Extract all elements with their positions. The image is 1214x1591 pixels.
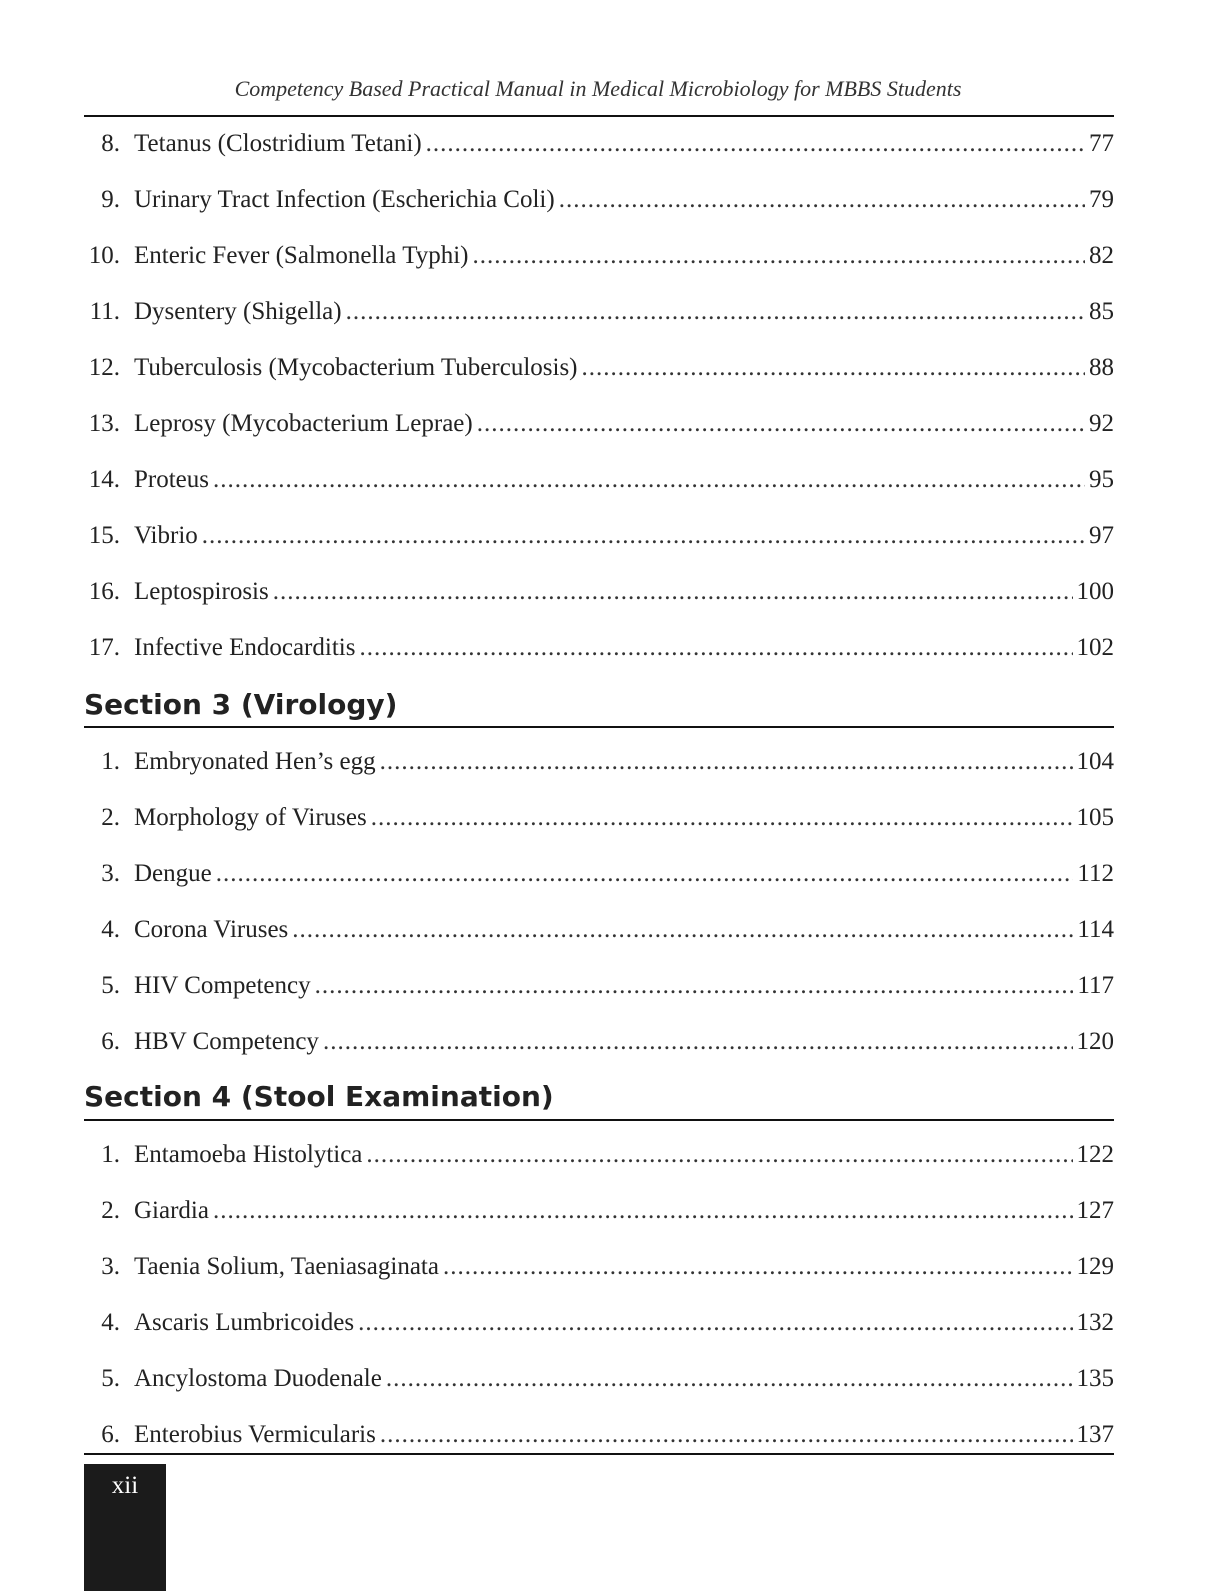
toc-entry-title: Vibrio [134,522,198,549]
toc-entry-number: 4. [101,916,120,943]
section-heading-virology: Section 3 (Virology) [84,688,398,721]
toc-entry-title: Enterobius Vermicularis [134,1421,376,1448]
dot-leader [443,1252,1073,1282]
toc-list-section-2 [84,116,1114,676]
toc-entry-number: 3. [101,860,120,887]
toc-entry[interactable] [84,340,1114,396]
toc-entry[interactable] [84,620,1114,676]
toc-entry[interactable] [84,1183,1114,1239]
toc-entry-page: 137 [1076,1421,1114,1448]
toc-entry-page: 112 [1077,860,1114,887]
toc-entry-number: 5. [101,972,120,999]
section-3-rule [84,726,1114,728]
running-header: Competency Based Practical Manual in Medical Microbiology for MBBS Students [234,76,962,101]
dot-leader [359,633,1072,663]
toc-list-section-4 [84,1127,1114,1463]
toc-entry-title: Infective Endocarditis [134,634,356,661]
toc-entry[interactable] [84,1295,1114,1351]
toc-entry[interactable] [84,1239,1114,1295]
toc-list-section-3 [84,734,1114,1070]
toc-entry-page: 100 [1076,578,1114,605]
dot-leader [380,1420,1073,1450]
section-4-rule [84,1119,1114,1121]
toc-entry[interactable] [84,734,1114,790]
dot-leader [473,241,1086,271]
toc-entry-title: Dengue [134,860,212,887]
dot-leader [216,859,1074,889]
toc-entry[interactable] [84,564,1114,620]
toc-entry-number: 16. [88,578,120,605]
toc-entry[interactable] [84,396,1114,452]
toc-entry-page: 135 [1076,1365,1114,1392]
dot-leader [582,353,1086,383]
dot-leader [315,971,1074,1001]
dot-leader [292,915,1073,945]
toc-entry-page: 117 [1077,972,1114,999]
dot-leader [213,465,1085,495]
toc-entry[interactable] [84,790,1114,846]
toc-entry-page: 95 [1089,466,1114,493]
toc-entry-number: 11. [89,298,120,325]
toc-entry-title: Tetanus (Clostridium Tetani) [134,130,422,157]
toc-entry-number: 12. [88,354,120,381]
toc-entry-page: 88 [1089,354,1114,381]
toc-entry-page: 127 [1076,1197,1114,1224]
dot-leader [323,1027,1073,1057]
dot-leader [380,747,1073,777]
dot-leader [559,185,1085,215]
toc-entry-title: Giardia [134,1197,209,1224]
dot-leader [426,129,1085,159]
dot-leader [366,1140,1072,1170]
dot-leader [346,297,1085,327]
toc-entry-page: 77 [1089,130,1114,157]
toc-entry-number: 3. [101,1253,120,1280]
toc-entry[interactable] [84,1351,1114,1407]
toc-entry-page: 122 [1076,1141,1114,1168]
toc-entry-title: Embryonated Hen’s egg [134,748,376,775]
toc-entry-title: Morphology of Viruses [134,804,367,831]
dot-leader [213,1196,1073,1226]
dot-leader [202,521,1085,551]
toc-entry-title: HBV Competency [134,1028,319,1055]
toc-entry-page: 92 [1089,410,1114,437]
toc-entry[interactable] [84,958,1114,1014]
toc-entry-number: 9. [101,186,120,213]
toc-entry[interactable] [84,1127,1114,1183]
toc-entry[interactable] [84,452,1114,508]
toc-entry[interactable] [84,172,1114,228]
toc-entry-page: 97 [1089,522,1114,549]
toc-entry-page: 105 [1076,804,1114,831]
dot-leader [273,577,1073,607]
dot-leader [386,1364,1073,1394]
toc-entry-page: 102 [1076,634,1114,661]
toc-entry-number: 10. [88,242,120,269]
toc-entry-title: Leptospirosis [134,578,269,605]
toc-entry-number: 5. [101,1365,120,1392]
toc-entry-page: 79 [1089,186,1114,213]
toc-entry-title: Dysentery (Shigella) [134,298,342,325]
toc-entry-title: Leprosy (Mycobacterium Leprae) [134,410,473,437]
toc-entry-number: 8. [101,130,120,157]
toc-entry-number: 6. [101,1028,120,1055]
toc-entry-number: 6. [101,1421,120,1448]
toc-entry-title: Ascaris Lumbricoides [134,1309,355,1336]
section-heading-stool-examination: Section 4 (Stool Examination) [84,1080,554,1113]
toc-entry[interactable] [84,508,1114,564]
toc-entry-number: 2. [101,804,120,831]
toc-entry-number: 2. [101,1197,120,1224]
toc-entry-title: Urinary Tract Infection (Escherichia Coli) [134,186,555,213]
dot-leader [371,803,1073,833]
dot-leader [358,1308,1072,1338]
toc-entry-title: Tuberculosis (Mycobacterium Tuberculosis) [134,354,578,381]
toc-entry-number: 14. [88,466,120,493]
footer-rule [84,1453,1114,1455]
toc-entry-page: 132 [1076,1309,1114,1336]
page-number-tab [84,1464,166,1591]
page-number: xii [111,1472,139,1499]
toc-entry-page: 104 [1076,748,1114,775]
toc-entry-title: Corona Viruses [134,916,289,943]
toc-entry-number: 4. [101,1309,120,1336]
toc-entry[interactable] [84,846,1114,902]
toc-entry-number: 15. [88,522,120,549]
toc-entry-title: Enteric Fever (Salmonella Typhi) [134,242,469,269]
toc-entry-page: 114 [1077,916,1114,943]
toc-entry-page: 82 [1089,242,1114,269]
toc-entry-number: 13. [88,410,120,437]
toc-entry[interactable] [84,228,1114,284]
toc-entry-title: HIV Competency [134,972,311,999]
toc-entry-title: Entamoeba Histolytica [134,1141,363,1168]
toc-entry[interactable] [84,284,1114,340]
toc-entry-page: 120 [1076,1028,1114,1055]
toc-entry[interactable] [84,902,1114,958]
toc-entry-title: Proteus [134,466,209,493]
toc-entry-number: 17. [88,634,120,661]
toc-entry[interactable] [84,1014,1114,1070]
toc-entry-number: 1. [101,748,120,775]
toc-entry-number: 1. [101,1141,120,1168]
toc-entry-title: Taenia Solium, Taeniasaginata [134,1253,439,1280]
toc-entry-page: 85 [1089,298,1114,325]
toc-entry-page: 129 [1076,1253,1114,1280]
toc-entry[interactable] [84,116,1114,172]
toc-entry-title: Ancylostoma Duodenale [134,1365,382,1392]
dot-leader [477,409,1085,439]
